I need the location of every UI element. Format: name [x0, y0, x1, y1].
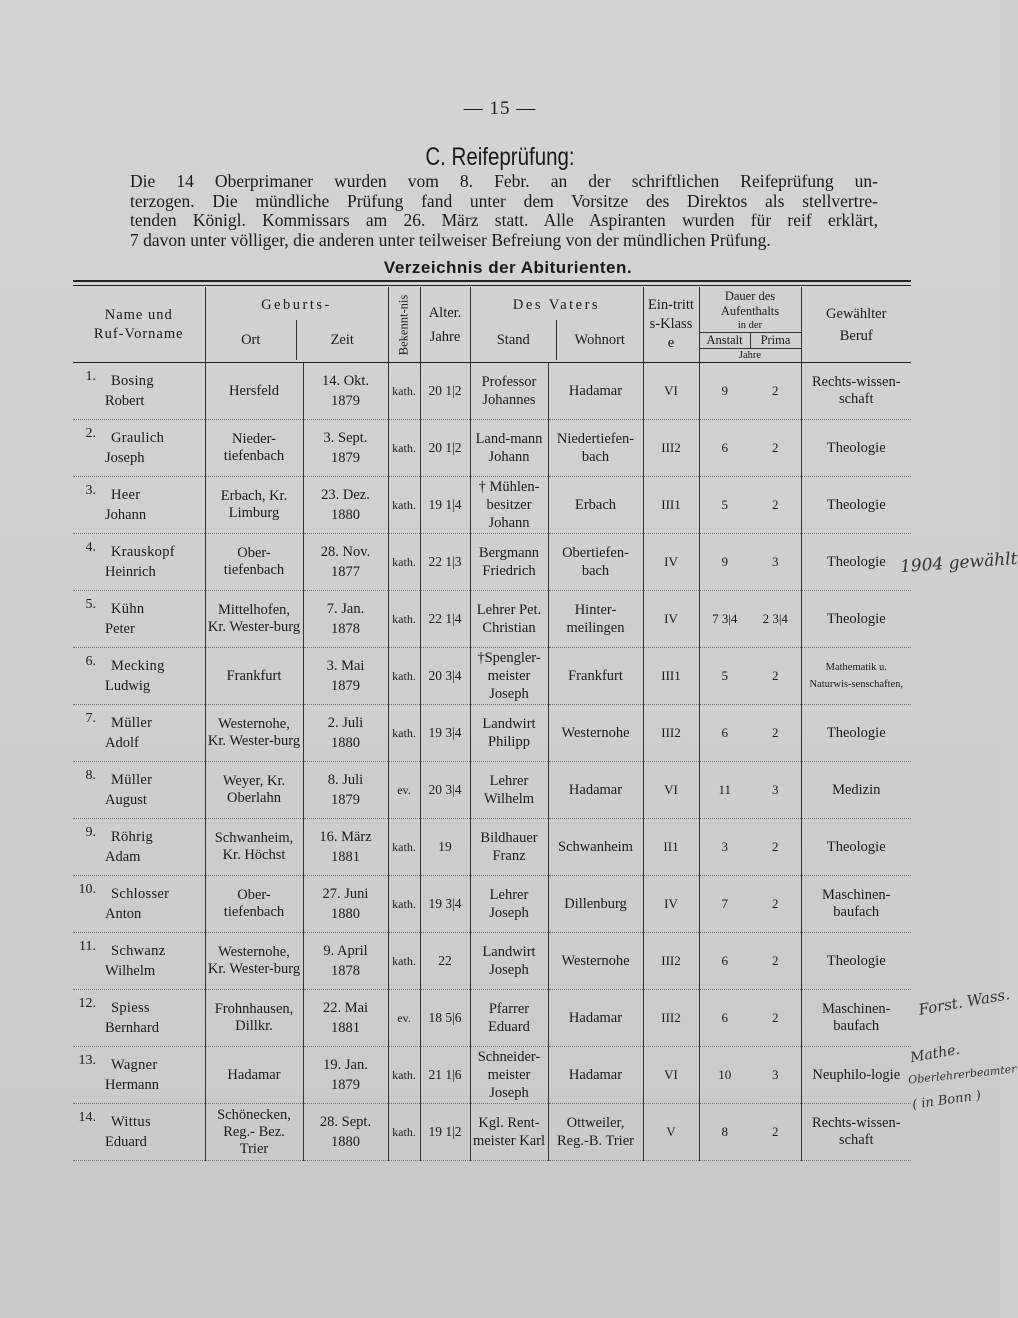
cell-prima: 2	[772, 383, 779, 398]
header-wohnort: Wohnort	[556, 320, 643, 360]
header-eintritts: Ein-tritts-Klasse	[643, 287, 699, 363]
row-number: 3.	[85, 483, 96, 498]
cell-stand: Landwirt Philipp	[470, 705, 548, 762]
cell-beruf: Theologie	[801, 705, 911, 762]
header-des-vaters: Des Vaters Stand Wohnort	[470, 287, 643, 363]
cell-bekenntnis: kath.	[388, 363, 420, 420]
cell-anstalt: 9	[721, 383, 728, 398]
handwritten-note-row14: ( in Bonn )	[911, 1088, 982, 1113]
cell-klasse: III2	[643, 705, 699, 762]
table-body	[73, 363, 911, 1161]
cell-beruf: Theologie	[801, 591, 911, 648]
cell-stand: † Mühlen-besitzer Johann	[470, 477, 548, 534]
row-number: 6.	[85, 654, 96, 669]
table-row	[73, 363, 911, 420]
surname: Müller	[111, 772, 153, 788]
surname: Bosing	[111, 373, 154, 389]
cell-beruf: Maschinen-baufach	[801, 876, 911, 933]
row-number: 9.	[85, 825, 96, 840]
cell-ort: Frankfurt	[205, 648, 303, 705]
cell-beruf: Medizin	[801, 762, 911, 819]
cell-name	[73, 819, 205, 876]
cell-bekenntnis: kath.	[388, 477, 420, 534]
cell-anstalt: 7 3|4	[712, 611, 738, 626]
cell-dauer	[699, 648, 801, 705]
cell-ort: Mittelhofen, Kr. Wester-burg	[205, 591, 303, 648]
header-stand: Stand	[496, 331, 530, 348]
cell-alter: 19 3|4	[420, 705, 470, 762]
cell-name	[73, 990, 205, 1047]
cell-name	[73, 477, 205, 534]
cell-ort: Westernohe, Kr. Wester-burg	[205, 705, 303, 762]
cell-stand: Professor Johannes	[470, 363, 548, 420]
cell-anstalt: 6	[721, 953, 728, 968]
surname: Schlosser	[111, 886, 170, 902]
cell-stand: Bildhauer Franz	[470, 819, 548, 876]
cell-anstalt: 6	[721, 725, 728, 740]
cell-dauer	[699, 591, 801, 648]
intro-line-4: 7 davon unter völliger, die anderen unter teilweiser Befreiung von der mündlichen Prüfung.	[130, 229, 771, 250]
surname: Röhrig	[111, 829, 154, 845]
cell-anstalt: 6	[721, 1010, 728, 1025]
cell-prima: 2	[772, 953, 779, 968]
cell-wohnort: Obertiefen-bach	[548, 534, 643, 591]
table-row	[73, 648, 911, 705]
surname: Spiess	[111, 1000, 150, 1016]
surname: Heer	[111, 487, 141, 503]
intro-line-2: terzogen. Die mündliche Prüfung fand unter dem Vorsitze des Direktos als stellvertre-	[130, 190, 878, 211]
cell-bekenntnis: kath.	[388, 420, 420, 477]
cell-ort: Hadamar	[205, 1047, 303, 1104]
cell-bekenntnis: kath.	[388, 1104, 420, 1161]
cell-beruf: Theologie	[801, 933, 911, 990]
first-name: Bernhard	[105, 1020, 159, 1036]
cell-name	[73, 1104, 205, 1161]
cell-zeit: 14. Okt. 1879	[303, 363, 388, 420]
first-name: Anton	[105, 906, 142, 922]
cell-klasse: VI	[643, 762, 699, 819]
cell-klasse: IV	[643, 534, 699, 591]
cell-prima: 2	[772, 497, 779, 512]
cell-klasse: VI	[643, 1047, 699, 1104]
cell-wohnort: Hadamar	[548, 1047, 643, 1104]
cell-ort: Frohnhausen, Dillkr.	[205, 990, 303, 1047]
cell-wohnort: Schwanheim	[548, 819, 643, 876]
cell-dauer	[699, 990, 801, 1047]
surname: Graulich	[111, 430, 165, 446]
cell-bekenntnis: ev.	[388, 762, 420, 819]
cell-ort: Schönecken, Reg.- Bez. Trier	[205, 1104, 303, 1161]
cell-name	[73, 705, 205, 762]
row-number: 5.	[85, 597, 96, 612]
cell-klasse: II1	[643, 819, 699, 876]
cell-alter: 19 1|4	[420, 477, 470, 534]
cell-klasse: IV	[643, 591, 699, 648]
header-ort: Ort	[241, 331, 261, 348]
cell-alter: 19 3|4	[420, 876, 470, 933]
first-name: Eduard	[105, 1134, 147, 1150]
cell-dauer	[699, 1047, 801, 1104]
row-number: 11.	[79, 939, 96, 954]
handwritten-note-row13: Mathe.	[908, 1041, 962, 1067]
cell-alter: 19	[420, 819, 470, 876]
cell-klasse: III2	[643, 933, 699, 990]
surname: Schwanz	[111, 943, 166, 959]
cell-anstalt: 9	[721, 554, 728, 569]
table-row	[73, 762, 911, 819]
cell-zeit: 28. Nov. 1877	[303, 534, 388, 591]
first-name: Heinrich	[105, 564, 156, 580]
cell-alter: 20 1|2	[420, 420, 470, 477]
cell-dauer	[699, 1104, 801, 1161]
cell-prima: 2	[772, 725, 779, 740]
cell-beruf: Maschinen-baufach	[801, 990, 911, 1047]
header-geburts: Geburts- Ort Zeit	[205, 287, 388, 363]
cell-ort: Westernohe, Kr. Wester-burg	[205, 933, 303, 990]
cell-zeit: 23. Dez. 1880	[303, 477, 388, 534]
cell-wohnort: Hadamar	[548, 363, 643, 420]
cell-klasse: IV	[643, 876, 699, 933]
cell-alter: 18 5|6	[420, 990, 470, 1047]
surname: Mecking	[111, 658, 165, 674]
cell-bekenntnis: kath.	[388, 1047, 420, 1104]
first-name: Ludwig	[105, 678, 151, 694]
cell-prima: 2	[772, 839, 779, 854]
cell-klasse: III2	[643, 990, 699, 1047]
cell-wohnort: Hadamar	[548, 762, 643, 819]
table-row	[73, 420, 911, 477]
cell-wohnort: Dillenburg	[548, 876, 643, 933]
page-number: — 15 —	[463, 98, 537, 119]
table-row	[73, 534, 911, 591]
cell-name	[73, 762, 205, 819]
first-name: Peter	[105, 621, 135, 637]
cell-zeit: 3. Mai 1879	[303, 648, 388, 705]
cell-zeit: 22. Mai 1881	[303, 990, 388, 1047]
cell-stand: Lehrer Joseph	[470, 876, 548, 933]
table-row	[73, 819, 911, 876]
cell-wohnort: Ottweiler, Reg.-B. Trier	[548, 1104, 643, 1161]
section-title: C. Reifeprüfung:	[425, 143, 575, 171]
cell-ort: Schwanheim, Kr. Höchst	[205, 819, 303, 876]
header-beruf: Gewählter Beruf	[801, 287, 911, 363]
cell-alter: 19 1|2	[420, 1104, 470, 1161]
cell-beruf: Theologie	[801, 477, 911, 534]
top-rule-thick	[73, 280, 911, 282]
cell-alter: 22 1|3	[420, 534, 470, 591]
abiturienten-table	[73, 287, 911, 1161]
table-row	[73, 477, 911, 534]
cell-dauer	[699, 762, 801, 819]
cell-zeit: 9. April 1878	[303, 933, 388, 990]
handwritten-note-row13b: Oberlehrerbeamter	[907, 1062, 1018, 1087]
cell-zeit: 16. März 1881	[303, 819, 388, 876]
cell-name	[73, 534, 205, 591]
cell-dauer	[699, 477, 801, 534]
header-dauer: Dauer des Aufenthalts in der Anstalt Prima Jahre	[699, 287, 801, 363]
cell-dauer	[699, 420, 801, 477]
cell-dauer	[699, 819, 801, 876]
surname: Wagner	[111, 1057, 158, 1073]
cell-wohnort: Frankfurt	[548, 648, 643, 705]
header-prima: Prima	[750, 333, 801, 348]
cell-bekenntnis: kath.	[388, 933, 420, 990]
list-title: Verzeichnis der Abiturienten.	[383, 258, 633, 277]
cell-anstalt: 5	[721, 668, 728, 683]
cell-dauer	[699, 363, 801, 420]
cell-stand: Lehrer Wilhelm	[470, 762, 548, 819]
cell-zeit: 27. Juni 1880	[303, 876, 388, 933]
cell-anstalt: 7	[721, 896, 728, 911]
cell-prima: 2 3|4	[762, 611, 788, 626]
cell-zeit: 2. Juli 1880	[303, 705, 388, 762]
cell-name	[73, 591, 205, 648]
cell-name	[73, 933, 205, 990]
row-number: 4.	[85, 540, 96, 555]
intro-line-1: Die 14 Oberprimaner wurden vom 8. Febr. an der schriftlichen Reifeprüfung un-	[130, 171, 878, 191]
cell-wohnort: Westernohe	[548, 705, 643, 762]
cell-zeit: 8. Juli 1879	[303, 762, 388, 819]
handwritten-note-row4: 1904 gewählt	[899, 548, 1018, 578]
cell-zeit: 7. Jan. 1878	[303, 591, 388, 648]
surname: Kühn	[111, 601, 145, 617]
surname: Müller	[111, 715, 153, 731]
cell-beruf: Mathematik u. Naturwis-senschaften,	[801, 648, 911, 705]
handwritten-note-row12: Forst. Wass.	[917, 985, 1012, 1019]
row-number: 12.	[78, 996, 96, 1011]
surname: Krauskopf	[111, 544, 175, 560]
cell-prima: 2	[772, 1124, 779, 1139]
cell-beruf: Neuphilo-logie	[801, 1047, 911, 1104]
surname: Wittus	[111, 1114, 151, 1130]
cell-name	[73, 876, 205, 933]
cell-alter: 22	[420, 933, 470, 990]
header-zeit: Zeit	[296, 320, 388, 360]
cell-stand: Land-mann Johann	[470, 420, 548, 477]
cell-ort: Nieder-tiefenbach	[205, 420, 303, 477]
cell-stand: Schneider-meister Joseph	[470, 1047, 548, 1104]
header-bekenntnis: Bekennt-nis	[388, 287, 420, 363]
row-number: 7.	[85, 711, 96, 726]
cell-anstalt: 5	[721, 497, 728, 512]
cell-ort: Ober-tiefenbach	[205, 876, 303, 933]
cell-wohnort: Hadamar	[548, 990, 643, 1047]
cell-stand: Kgl. Rent-meister Karl	[470, 1104, 548, 1161]
first-name: Robert	[105, 393, 145, 409]
header-row	[73, 287, 911, 363]
cell-prima: 2	[772, 1010, 779, 1025]
header-jahre: Jahre	[738, 350, 762, 361]
table-row	[73, 591, 911, 648]
cell-zeit: 28. Sept. 1880	[303, 1104, 388, 1161]
row-number: 8.	[85, 768, 96, 783]
first-name: Hermann	[105, 1077, 159, 1093]
cell-bekenntnis: kath.	[388, 534, 420, 591]
cell-prima: 2	[772, 440, 779, 455]
cell-dauer	[699, 876, 801, 933]
cell-anstalt: 3	[721, 839, 728, 854]
cell-name	[73, 363, 205, 420]
cell-bekenntnis: kath.	[388, 705, 420, 762]
row-number: 14.	[78, 1110, 96, 1125]
cell-name	[73, 1047, 205, 1104]
cell-dauer	[699, 705, 801, 762]
cell-name	[73, 420, 205, 477]
table-row	[73, 705, 911, 762]
cell-dauer	[699, 534, 801, 591]
first-name: Joseph	[105, 450, 145, 466]
cell-wohnort: Hinter-meilingen	[548, 591, 643, 648]
table-row	[73, 1047, 911, 1104]
cell-bekenntnis: kath.	[388, 876, 420, 933]
cell-zeit: 3. Sept. 1879	[303, 420, 388, 477]
cell-beruf: Theologie	[801, 534, 911, 591]
cell-bekenntnis: kath.	[388, 591, 420, 648]
cell-klasse: III1	[643, 477, 699, 534]
cell-anstalt: 8	[721, 1124, 728, 1139]
cell-klasse: VI	[643, 363, 699, 420]
cell-name	[73, 648, 205, 705]
cell-zeit: 19. Jan. 1879	[303, 1047, 388, 1104]
top-rule-thin	[73, 285, 911, 286]
table-row	[73, 876, 911, 933]
table-row	[73, 990, 911, 1047]
cell-dauer	[699, 933, 801, 990]
cell-stand: Lehrer Pet. Christian	[470, 591, 548, 648]
cell-alter: 20 3|4	[420, 648, 470, 705]
cell-alter: 21 1|6	[420, 1047, 470, 1104]
table-row	[73, 933, 911, 990]
cell-prima: 3	[772, 782, 779, 797]
first-name: Adolf	[105, 735, 139, 751]
header-anstalt: Anstalt	[706, 333, 743, 347]
cell-prima: 3	[772, 1067, 779, 1082]
cell-anstalt: 10	[718, 1067, 732, 1082]
row-number: 1.	[85, 369, 96, 384]
cell-anstalt: 6	[721, 440, 728, 455]
cell-wohnort: Niedertiefen-bach	[548, 420, 643, 477]
cell-ort: Erbach, Kr. Limburg	[205, 477, 303, 534]
first-name: Wilhelm	[105, 963, 156, 979]
cell-ort: Hersfeld	[205, 363, 303, 420]
cell-prima: 3	[772, 554, 779, 569]
first-name: Adam	[105, 849, 141, 865]
cell-stand: †Spengler-meister Joseph	[470, 648, 548, 705]
cell-stand: Bergmann Friedrich	[470, 534, 548, 591]
cell-ort: Weyer, Kr. Oberlahn	[205, 762, 303, 819]
cell-klasse: III1	[643, 648, 699, 705]
table-row	[73, 1104, 911, 1161]
cell-wohnort: Erbach	[548, 477, 643, 534]
intro-paragraph	[130, 172, 878, 250]
cell-stand: Landwirt Joseph	[470, 933, 548, 990]
header-alter: Alter. Jahre	[420, 287, 470, 363]
cell-ort: Ober-tiefenbach	[205, 534, 303, 591]
cell-beruf: Theologie	[801, 420, 911, 477]
row-number: 2.	[85, 426, 96, 441]
cell-anstalt: 11	[718, 782, 732, 797]
first-name: August	[105, 792, 147, 808]
cell-alter: 22 1|4	[420, 591, 470, 648]
cell-beruf: Rechts-wissen-schaft	[801, 1104, 911, 1161]
cell-prima: 2	[772, 896, 779, 911]
cell-bekenntnis: ev.	[388, 990, 420, 1047]
cell-prima: 2	[772, 668, 779, 683]
cell-wohnort: Westernohe	[548, 933, 643, 990]
cell-bekenntnis: kath.	[388, 819, 420, 876]
first-name: Johann	[105, 507, 147, 523]
cell-beruf: Theologie	[801, 819, 911, 876]
cell-stand: Pfarrer Eduard	[470, 990, 548, 1047]
cell-klasse: III2	[643, 420, 699, 477]
row-number: 13.	[78, 1053, 96, 1068]
cell-bekenntnis: kath.	[388, 648, 420, 705]
row-number: 10.	[78, 882, 96, 897]
header-name: Name und Ruf-Vorname	[73, 287, 205, 363]
cell-alter: 20 3|4	[420, 762, 470, 819]
cell-beruf: Rechts-wissen-schaft	[801, 363, 911, 420]
intro-line-3: tenden Königl. Kommissars am 26. März statt. Alle Aspiranten wurden für reif erklärt,	[130, 210, 878, 230]
cell-klasse: V	[643, 1104, 699, 1161]
cell-alter: 20 1|2	[420, 363, 470, 420]
